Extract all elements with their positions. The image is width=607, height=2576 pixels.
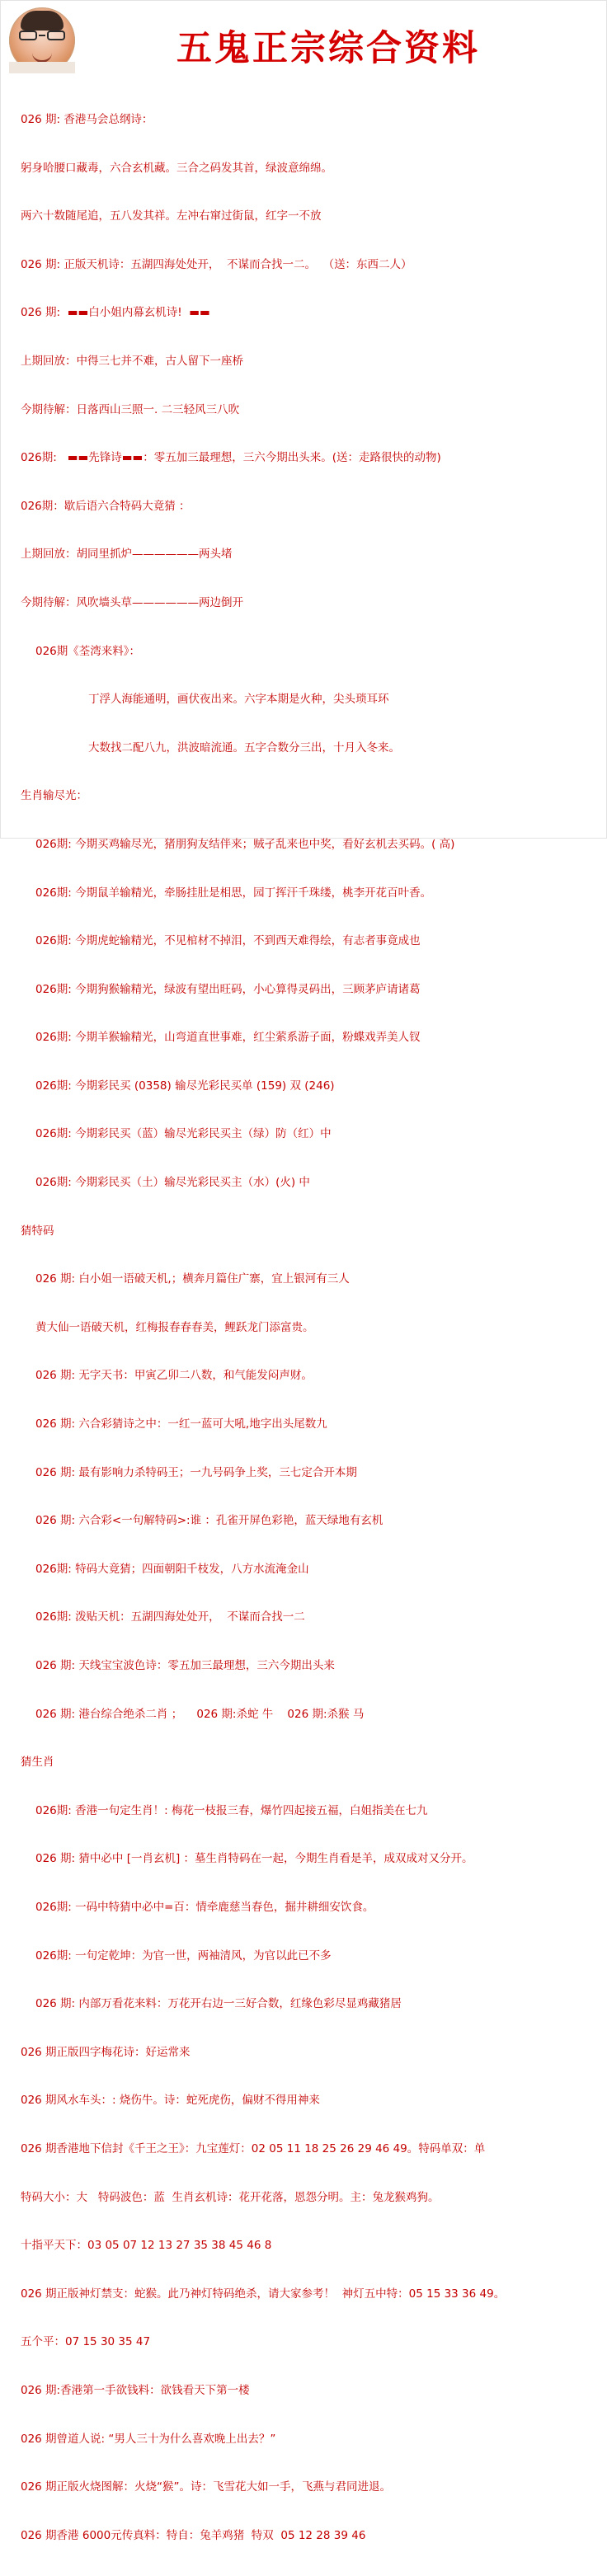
- text-line: 026 期: 内部万看花来料：万花开右边一三好合数，红缘色彩尽显鸡藏猪居: [35, 1997, 402, 2011]
- text-line: 026 期香港 6000元传真料：特自：兔羊鸡猪 特双 05 12 28 39 46: [21, 2528, 366, 2542]
- text-line: 今期待解：日落西山三照一. 二三轻风三八吹: [21, 402, 240, 416]
- section-heading: 猜特码: [21, 1224, 54, 1238]
- text-line: 026期: 一句定乾坤：为官一世，两袖清风，为官以此已不多: [35, 1948, 332, 1963]
- text-line: 026 期正版神灯禁支：蛇猴。此乃神灯特码绝杀，请大家参考！ 神灯五中特：05 15 33 36 49。: [21, 2287, 506, 2301]
- text-line: 026 期正版火烧图解：火烧“猴”。诗：飞雪花大如一手，飞燕与君同进退。: [21, 2480, 392, 2494]
- text-line: 026期: 今期狗猴输精光，绿波有望出旺码，小心算得灵码出，三顾茅庐请诸葛: [35, 982, 421, 996]
- text-line: 丁浮人海能通明，画伏夜出来。六字本期是火种，尖头琐耳环: [88, 693, 389, 707]
- text-line: 026 期: 猜中必中 [一肖玄机] ：墓生肖特码在一起，今期生肖看是羊，成双成对又分开。: [35, 1852, 473, 1866]
- text-line: 026期: 一码中特猜中必中=百：情牵鹿慈当春色，掘井耕细安饮食。: [35, 1900, 374, 1914]
- text-line: 026 期: 香港马会总纲诗：: [21, 113, 153, 126]
- text-line: 026 期: 天线宝宝波色诗：零五加三最理想，三六今期出头来: [35, 1659, 335, 1672]
- text-line: 026期: 今期买鸡输尽光，猪朋狗友结伴来；贼孑乱来也中奖，看好玄机去买码。( 高): [35, 837, 455, 851]
- text-line: 十指平天下：03 05 07 12 13 27 35 38 45 46 8: [21, 2239, 272, 2253]
- text-line: 五个平：07 15 30 35 47: [21, 2335, 151, 2349]
- section-heading: 猜生肖: [21, 1756, 54, 1770]
- page-title: 五鬼正宗综合资料: [176, 28, 480, 69]
- text-line: 今期待解：风吹墙头草——————两边倒开: [21, 595, 243, 609]
- text-line: 026 期: ▬▬白小姐内幕玄机诗! ▬▬: [21, 306, 210, 320]
- text-line: 躬身哈腰口藏毒，六合玄机藏。三合之码发其首，绿波意绵绵。: [21, 161, 332, 175]
- document-body: [1, 80, 606, 2576]
- text-line: 026 期: 港台综合绝杀二肖 ； 026 期:杀蛇 牛 026 期:杀猴 马: [35, 1707, 365, 1721]
- text-line: 特码大小：大 特码波色：蓝 生肖玄机诗：花开花落，恩怨分明。主：兔龙猴鸡狗。: [21, 2190, 440, 2204]
- text-line: 026期: 今期羊猴输精光，山弯道直世事难，红尘萦系游子面，粉蝶戏弄美人钗: [35, 1031, 421, 1045]
- text-line: 026 期: 无字天书：甲寅乙卯二八数，和气能发闷声财。: [35, 1369, 313, 1383]
- text-line: 026 期: 六合彩猜诗之中：一红一蓝可大吼,地字出头尾数九: [35, 1417, 327, 1431]
- text-line: 026 期香港地下信封《千王之王》：九宝莲灯：02 05 11 18 25 26 29 46 49。特码单双：单: [21, 2141, 486, 2155]
- text-line: 上期回放：中得三七并不难，古人留下一座桥: [21, 354, 243, 368]
- text-line: 026期: 今期彩民买 (0358) 输尽光彩民买单 (159) 双 (246): [35, 1079, 335, 1093]
- text-line: 026 期正版四字梅花诗：好运常来: [21, 2045, 191, 2059]
- text-line: 026期: ▬▬先锋诗▬▬：零五加三最理想，三六今期出头来。(送：走路很快的动物): [21, 451, 441, 465]
- text-line: 026期: 今期彩民买（蓝）输尽光彩民买主（绿）防（红）中: [35, 1127, 332, 1141]
- text-line: 026期：歇后语六合特码大竟猜 ：: [21, 499, 191, 513]
- text-line: 026 期: 最有影响力杀特码王；一九号码争上奖，三七定合开本期: [35, 1465, 357, 1479]
- text-line: 两六十数随尾追，五八发其祥。左冲右窜过街鼠，红字一不放: [21, 209, 322, 223]
- text-line: 026期《荃湾来料》：: [35, 644, 141, 658]
- text-line: 026期: 特码大竟猜；四面朝阳千枝发，八方水流淹金山: [35, 1562, 309, 1576]
- text-line: 026期: 香港一句定生肖！: 梅花一枝报三春，爆竹四起接五福，白姐指美在七九: [35, 1803, 428, 1817]
- text-line: 026期: 今期彩民买（土）输尽光彩民买主（水）(火) 中: [35, 1176, 310, 1190]
- page-header: [1, 1, 606, 80]
- text-line: 大数找二配八九，洪波暗流通。五字合数分三出，十月入冬来。: [88, 740, 400, 754]
- section-heading: 生肖输尽光：: [21, 789, 87, 803]
- text-line: 026期: 今期虎蛇输精光，不见棺材不掉泪，不到西天难得绘，有志者事竟成也: [35, 934, 421, 948]
- text-line: 026 期: 白小姐一语破天机,；横奔月篇住广寨，宜上银河有三人: [35, 1272, 350, 1286]
- text-line: 黄大仙一语破天机，红梅报春春春美，鲤跃龙门添富贵。: [35, 1320, 314, 1334]
- text-line: 026期: 今期鼠羊输精光，牵肠挂肚是相思，园丁挥汗千珠缕，桃李开花百叶香。: [35, 886, 432, 900]
- text-line: 026 期风水车头：: 烧伤牛。诗：蛇死虎伤，偏财不得用神来: [21, 2094, 320, 2108]
- text-line: 026 期: 正版天机诗：五湖四海处处开， 不谋而合找一二。 （送：东西二人）: [21, 257, 412, 271]
- text-line: 026 期:香港第一手欲钱料：欲钱看天下第一楼: [21, 2383, 250, 2397]
- text-line: 026 期曾道人说: “男人三十为什么喜欢晚上出去？”: [21, 2432, 276, 2446]
- text-line: 026期: 泼贴天机：五湖四海处处开， 不谋而合找一二: [35, 1610, 305, 1624]
- text-line: 上期回放：胡同里抓炉——————两头堵: [21, 548, 233, 562]
- text-line: 026 期: 六合彩<一句解特码>:谁 ：孔雀开屏色彩艳，蓝天绿地有玄机: [35, 1514, 383, 1528]
